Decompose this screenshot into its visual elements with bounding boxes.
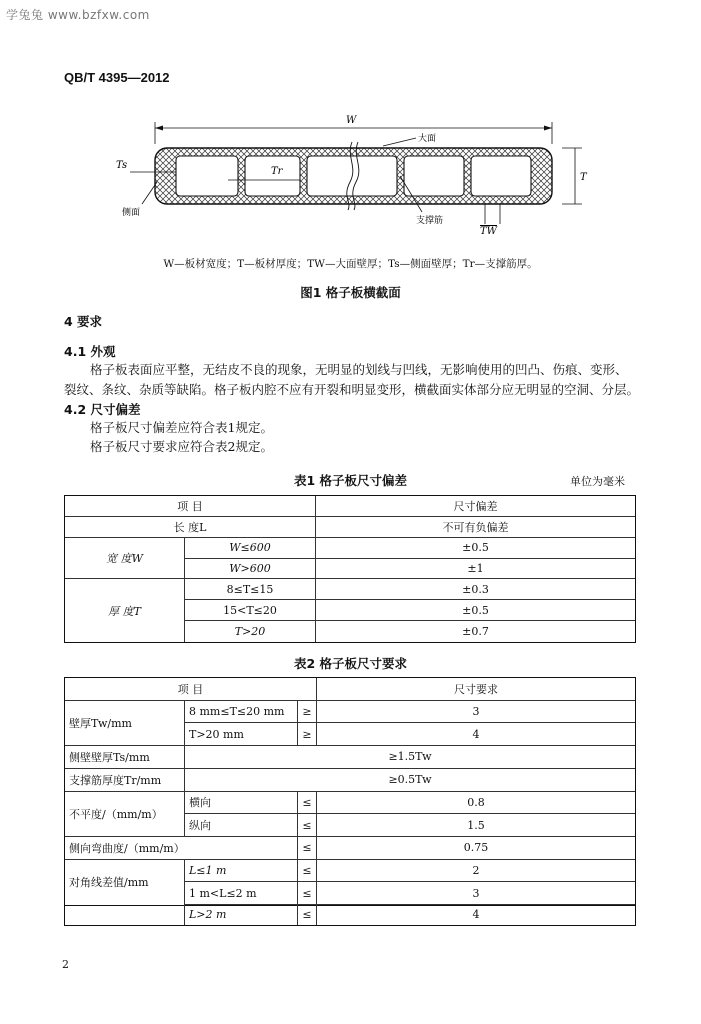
length-deviation: 不可有负偏差: [316, 517, 635, 538]
figure-legend: W—板材宽度；T—板材厚度；TW—大面壁厚；Ts—侧面壁厚；Tr—支撑筋厚。: [163, 258, 538, 270]
appearance-paragraph-line-1: 格子板表面应平整，无结皮不良的现象，无明显的划线与凹线，无影响使用的凹凸、伤痕、变形、: [90, 362, 628, 377]
thickness-deviation: ±0.5: [316, 600, 635, 621]
rib-thickness-label: 支撑筋厚度Tr/mm: [65, 769, 185, 792]
standard-number: QB/T 4395—2012: [64, 70, 170, 85]
big-face-label: 大面: [418, 134, 437, 144]
t-label: T: [580, 172, 587, 183]
table-2-last-row: [64, 904, 636, 926]
lateral-bend-operator: ≤: [298, 837, 317, 860]
page-number: 2: [62, 958, 69, 971]
lateral-bend-label: 侧向弯曲度/（mm/m）: [65, 837, 298, 860]
side-wall-label: 侧壁壁厚Ts/mm: [65, 746, 185, 769]
thickness-label: 厚 度T: [65, 579, 185, 642]
diagonal-condition: L≤1 m: [185, 860, 298, 883]
table-1-unit: 单位为毫米: [570, 475, 625, 488]
flatness-label: 不平度/（mm/m）: [65, 792, 185, 837]
thickness-condition: T>20: [185, 621, 316, 642]
tr-label: Tr: [271, 166, 283, 177]
width-condition: W>600: [185, 559, 316, 580]
table-2: [64, 677, 636, 906]
figure-title: 图1 格子板横截面: [300, 285, 401, 300]
cross-section-figure: [100, 112, 620, 237]
flatness-value: 0.8: [317, 792, 635, 815]
width-deviation: ±1: [316, 559, 635, 580]
flatness-condition: 纵向: [185, 814, 298, 837]
diagonal-operator: ≤: [298, 860, 317, 883]
wall-condition: 8 mm≤T≤20 mm: [185, 701, 298, 724]
side-label: 侧面: [122, 208, 141, 218]
section-4-2-heading: 4.2 尺寸偏差: [64, 402, 141, 417]
table-header-deviation: 尺寸偏差: [316, 496, 635, 517]
dimension-line-1: 格子板尺寸偏差应符合表1规定。: [90, 420, 273, 435]
rib-label: 支撑筋: [416, 216, 444, 226]
table-header-item: 项 目: [65, 496, 316, 517]
length-label: 长 度L: [65, 517, 316, 538]
side-wall-value: ≥1.5Tw: [185, 746, 635, 769]
width-deviation: ±0.5: [316, 538, 635, 559]
diagonal-value: 3: [317, 882, 635, 905]
wall-value: 4: [317, 723, 635, 746]
diagonal-diff-label: 对角线差值/mm: [65, 860, 185, 905]
table-header-requirement: 尺寸要求: [317, 678, 635, 701]
thickness-condition: 15<T≤20: [185, 600, 316, 621]
dimension-line-2: 格子板尺寸要求应符合表2规定。: [90, 439, 273, 454]
ts-label: Ts: [116, 160, 128, 171]
diagonal-condition: L>2 m: [185, 904, 298, 925]
rib-thickness-value: ≥0.5Tw: [185, 769, 635, 792]
flatness-operator: ≤: [298, 792, 317, 815]
table-header-item: 项 目: [65, 678, 317, 701]
diagonal-operator: ≤: [298, 904, 317, 925]
flatness-value: 1.5: [317, 814, 635, 837]
thickness-deviation: ±0.3: [316, 579, 635, 600]
thickness-deviation: ±0.7: [462, 625, 489, 639]
wall-operator: ≥: [298, 701, 317, 724]
diagonal-value: 4: [472, 908, 480, 921]
thickness-condition: 8≤T≤15: [185, 579, 316, 600]
section-4-1-heading: 4.1 外观: [64, 344, 116, 359]
wall-condition: T>20 mm: [185, 723, 298, 746]
width-label: 宽 度W: [65, 538, 185, 580]
section-4-heading: 4 要求: [64, 314, 103, 329]
tw-label: TW: [480, 226, 497, 237]
wall-operator: ≥: [298, 723, 317, 746]
table-1-title: 表1 格子板尺寸偏差: [293, 473, 408, 488]
watermark: 学兔兔 www.bzfxw.com: [6, 8, 150, 22]
appearance-paragraph-line-2: 裂纹、条纹、杂质等缺陷。格子板内腔不应有开裂和明显变形，横截面实体部分应无明显的空洞、分层。: [64, 382, 640, 397]
width-condition: W≤600: [185, 538, 316, 559]
diagonal-condition: 1 m<L≤2 m: [185, 882, 298, 905]
diagonal-operator: ≤: [298, 882, 317, 905]
table-2-title: 表2 格子板尺寸要求: [293, 656, 408, 671]
diagonal-value: 2: [317, 860, 635, 883]
lateral-bend-value: 0.75: [317, 837, 635, 860]
diagonal-label-continuation: [65, 904, 185, 925]
flatness-operator: ≤: [298, 814, 317, 837]
width-label: W: [346, 115, 357, 126]
flatness-condition: 横向: [185, 792, 298, 815]
wall-value: 3: [317, 701, 635, 724]
wall-thickness-label: 壁厚Tw/mm: [65, 701, 185, 746]
table-1: [64, 495, 636, 643]
